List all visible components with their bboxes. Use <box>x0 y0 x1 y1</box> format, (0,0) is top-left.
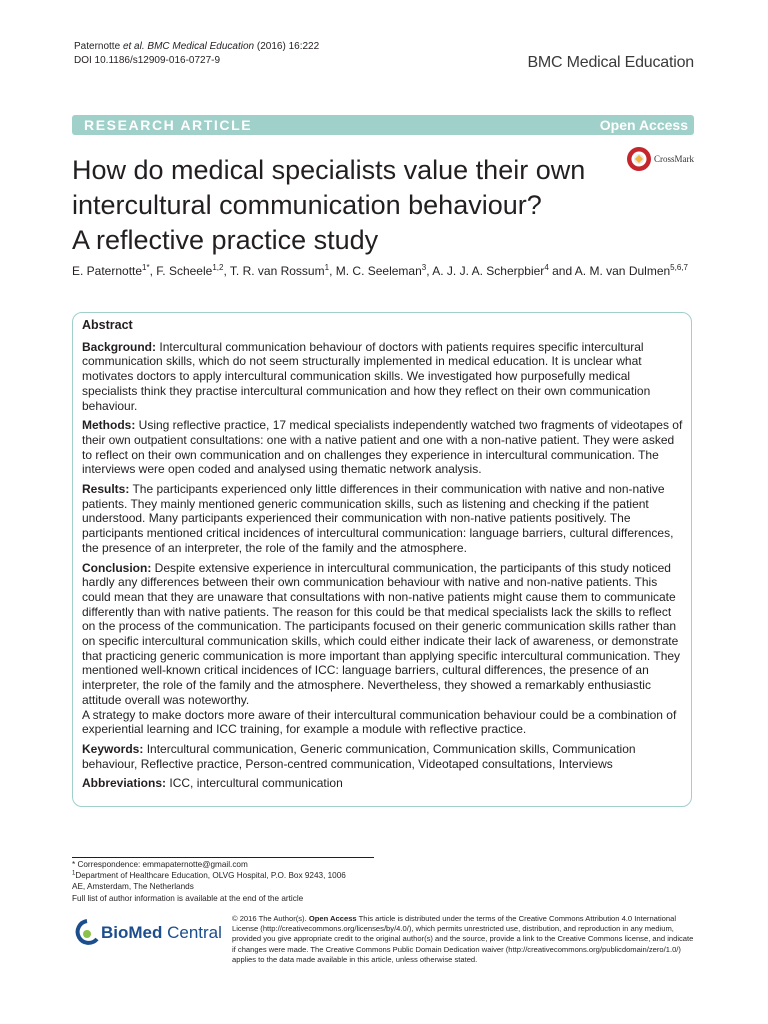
author-separator: , <box>223 264 230 278</box>
logo-central: Central <box>162 923 222 942</box>
crossmark-label: CrossMark <box>654 154 694 164</box>
author-3[interactable]: T. R. van Rossum <box>229 264 325 278</box>
author-list <box>72 264 688 278</box>
author-4-affil: 3 <box>421 263 427 272</box>
abstract-conclusion-2 <box>82 708 684 737</box>
author-2[interactable]: F. Scheele <box>156 264 213 278</box>
author-2-affil: 1,2 <box>212 263 224 272</box>
crossmark-icon <box>626 146 652 172</box>
background-text: Intercultural communication behaviour of doctors with patients requires specific intercultural communication skills, which do not seem structurally implemented in medical education. It is unclear what motivates doctors to apply intercultural communication skills. We investigated how purposefully medical specialists think they practise intercultural communication and how they reflect on their own communication behaviour. <box>82 339 651 413</box>
author-1-affil: 1* <box>142 263 150 272</box>
affiliation-line-1: Department of Healthcare Education, OLVG Hospital, P.O. Box 9243, 1006 <box>75 871 346 881</box>
biomed-central-logo[interactable] <box>74 919 224 949</box>
author-1[interactable]: E. Paternotte <box>72 264 143 278</box>
correspondence[interactable]: * Correspondence: emmapaternotte@gmail.com <box>72 860 248 869</box>
abbreviations-text: ICC, intercultural communication <box>169 776 343 791</box>
abstract-box <box>72 312 692 807</box>
journal-name: BMC Medical Education <box>527 54 694 71</box>
title-line-2: intercultural communication behaviour? <box>72 190 542 220</box>
author-3-affil: 1 <box>324 263 330 272</box>
results-text: The participants experienced only little differences in their communication with native and non-native patients. They mainly mentioned generic communication skills, such as listening and checking if the patient understood. Many participants experienced their communication with non-native patients positively. The participants mentioned critical incidences of intercultural communication: language barriers, cultural differences, the presence of an interpreter, the role of the family and the atmosphere. <box>82 482 674 555</box>
article-type-label: RESEARCH ARTICLE <box>84 117 253 133</box>
citation-authors: Paternotte <box>74 41 121 52</box>
abstract-heading: Abstract <box>82 318 133 332</box>
abstract-conclusion <box>82 561 684 708</box>
logo-biomed: BioMed <box>101 923 163 942</box>
abstract-background <box>82 340 684 414</box>
keywords-text: Intercultural communication, Generic communication, Communication skills, Communication behaviour, Reflective practice, Person-centred communication, Videotaped consultations, Interviews <box>82 741 636 771</box>
citation-block <box>74 40 319 68</box>
license-statement <box>232 914 696 965</box>
affiliation-mark: 1 <box>72 870 76 877</box>
author-separator: , <box>149 264 157 278</box>
author-5[interactable]: A. J. J. A. Scherpbier <box>432 264 545 278</box>
background-label: Background: <box>82 339 157 354</box>
abstract-methods <box>82 418 684 477</box>
article-type-banner <box>72 115 694 135</box>
footnote-divider <box>72 857 374 858</box>
crossmark-badge[interactable] <box>626 146 706 172</box>
affiliation-line-2: AE, Amsterdam, The Netherlands <box>72 882 194 892</box>
abstract-abbreviations <box>82 776 684 791</box>
license-prefix: © 2016 The Author(s). <box>232 914 307 923</box>
methods-label: Methods: <box>82 418 136 433</box>
biomed-central-wordmark <box>101 923 222 943</box>
author-separator: , <box>426 264 433 278</box>
methods-text: Using reflective practice, 17 medical specialists independently watched two fragments of videotapes of their own outpatient consultations: one with a native patient and one with a non-native patient. They were asked to reflect on their own communication and on challenges they experience in intercultural communication. The interviews were open coded and analysed using thematic network analysis. <box>82 418 683 477</box>
citation-volume: (2016) 16:222 <box>256 41 320 52</box>
license-open-access: Open Access <box>308 914 357 923</box>
conclusion-text: Despite extensive experience in intercultural communication, the participants of this study noticed hardly any differences between their own communication behaviour with native and non-native patients. This could mean that they are unaware that consultations with non-native patients might cause them to communicate differently than with native patients. The reason for this could be that medical specialists lack the skills to reflect on the process of the communication. The participants focused on their generic communication skills rather than on specific intercultural communication skills, which could either indicate their lack of awareness, or demonstrate that practicing generic communication is more important than applying specific intercultural communication. They mentioned well-known critical incidences of ICC: language barriers, cultural differences, the presence of an interpreter, the role of the family and the atmosphere. Nevertheless, they showed a remarkably enthusiastic attitude overall was noteworthy. <box>82 560 681 707</box>
conclusion-label: Conclusion: <box>82 560 152 575</box>
results-label: Results: <box>82 482 130 497</box>
conclusion-text-2: A strategy to make doctors more aware of their intercultural communication behaviour could be a combination of experiential learning and ICC training, for example a module with reflective practice. <box>82 707 677 737</box>
author-5-affil: 4 <box>544 263 549 272</box>
citation-line <box>74 40 319 54</box>
doi[interactable]: DOI 10.1186/s12909-016-0727-9 <box>74 55 221 66</box>
abstract-content <box>82 318 684 796</box>
open-access-label: Open Access <box>599 117 688 133</box>
citation-journal: et al. BMC Medical Education <box>122 41 255 52</box>
license-body: This article is distributed under the terms of the Creative Commons Attribution 4.0 International License (http://creativecommons.org/licenses/by/4.0/), which permits unrestricted use, distribution, and reproduction in any medium, provided you give appropriate credit to the original author(s) and the source, provide a link to the Creative Commons license, and indicate if changes were made. The Creative Commons Public Domain Dedication waiver (http://creativecommons.org/publicdomain/zero/1.0/) applies to the data made available in this article, unless otherwise stated. <box>232 914 694 964</box>
footnotes <box>72 859 346 904</box>
biomed-central-mark-icon <box>74 919 100 947</box>
author-info-note: Full list of author information is available at the end of the article <box>72 893 304 903</box>
author-6-affil: 5,6,7 <box>670 263 688 272</box>
abstract-results <box>82 482 684 556</box>
author-6[interactable]: A. M. van Dulmen <box>574 264 671 278</box>
author-separator: , <box>329 264 336 278</box>
title-line-3: A reflective practice study <box>72 225 379 255</box>
keywords-label: Keywords: <box>82 741 144 756</box>
abstract-keywords <box>82 742 684 771</box>
affiliation <box>72 870 346 881</box>
abbreviations-label: Abbreviations: <box>82 776 167 791</box>
author-separator: and <box>548 264 575 278</box>
author-4[interactable]: M. C. Seeleman <box>335 264 422 278</box>
title-line-1: How do medical specialists value their own <box>72 155 586 185</box>
article-title <box>72 153 632 258</box>
